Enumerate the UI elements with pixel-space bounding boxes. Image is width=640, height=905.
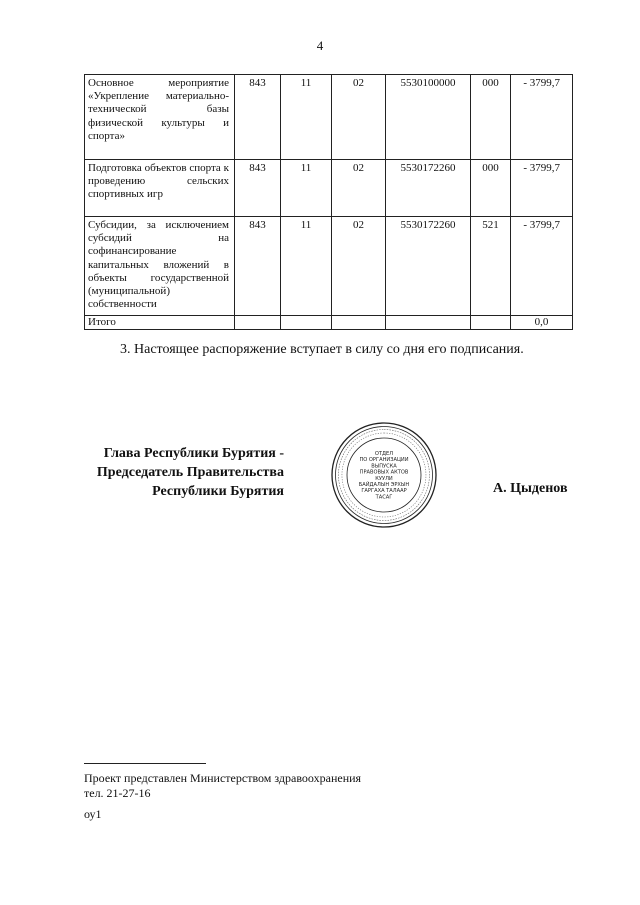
cell-rz: 11 [281, 217, 332, 316]
seal-text-line: ВЫПУСКА [371, 463, 397, 470]
total-sum: 0,0 [511, 316, 573, 330]
table-row [85, 75, 573, 160]
row-name: Субсидии, за исключением субсидий на софинансирование капитальных вложений в объекты государственной (муниципальной) собственности [85, 217, 235, 316]
signatory-title [84, 444, 284, 501]
cell-csr: 5530172260 [386, 217, 471, 316]
table-total-row [85, 316, 573, 330]
seal-text-line: ОТДЕЛ [374, 451, 394, 457]
footnote-line: тел. 21-27-16 [84, 786, 151, 800]
cell-pr: 02 [332, 75, 386, 160]
cell-rz: 11 [281, 160, 332, 217]
footnote-line: Проект представлен Министерством здравоохранения [84, 771, 362, 785]
empty-cell [281, 316, 332, 330]
cell-sum: - 3799,7 [511, 75, 573, 160]
table-row [85, 160, 573, 217]
budget-changes-table [84, 74, 573, 330]
seal-text-line: ГАРГАХА ТАЛААР [361, 488, 407, 495]
table-row [85, 217, 573, 316]
cell-grbs: 843 [235, 217, 281, 316]
decree-paragraph: 3. Настоящее распоряжение вступает в силу со дня его подписания. [120, 342, 524, 357]
round-official-stamp-icon [329, 420, 439, 530]
signatory-title-line: Республики Бурятия [152, 484, 284, 499]
cell-vr: 521 [471, 217, 511, 316]
cell-csr: 5530100000 [386, 75, 471, 160]
cell-grbs: 843 [235, 75, 281, 160]
seal-text-line: БАЙДАЛЫН ЭРХЫН [358, 482, 410, 488]
signatory-title-line: Председатель Правительства [96, 465, 284, 480]
empty-cell [332, 316, 386, 330]
cell-sum: - 3799,7 [511, 160, 573, 217]
seal-text-line: КУУЛИ [375, 475, 393, 482]
seal-text-line: ПРАВОВЫХ АКТОВ [359, 469, 409, 476]
cell-sum: - 3799,7 [511, 217, 573, 316]
cell-pr: 02 [332, 160, 386, 217]
cell-grbs: 843 [235, 160, 281, 217]
cell-vr: 000 [471, 75, 511, 160]
footnote [84, 771, 361, 801]
cell-csr: 5530172260 [386, 160, 471, 217]
footnote-divider [84, 763, 206, 764]
document-code: оу1 [84, 807, 102, 821]
signatory-name: А. Цыденов [493, 481, 568, 496]
seal-text-line: ТАСАГ [375, 494, 393, 501]
page-number: 4 [316, 38, 324, 53]
seal-text-line: ПО ОРГАНИЗАЦИИ [359, 457, 409, 464]
cell-pr: 02 [332, 217, 386, 316]
cell-rz: 11 [281, 75, 332, 160]
empty-cell [471, 316, 511, 330]
row-name: Подготовка объектов спорта к проведению сельских спортивных игр [85, 160, 235, 217]
total-label: Итого [85, 316, 235, 330]
empty-cell [235, 316, 281, 330]
cell-vr: 000 [471, 160, 511, 217]
row-name: Основное мероприятие «Укрепление материально-технической базы физической культуры и спорта» [85, 75, 235, 160]
empty-cell [386, 316, 471, 330]
signatory-title-line: Глава Республики Бурятия - [103, 446, 284, 461]
